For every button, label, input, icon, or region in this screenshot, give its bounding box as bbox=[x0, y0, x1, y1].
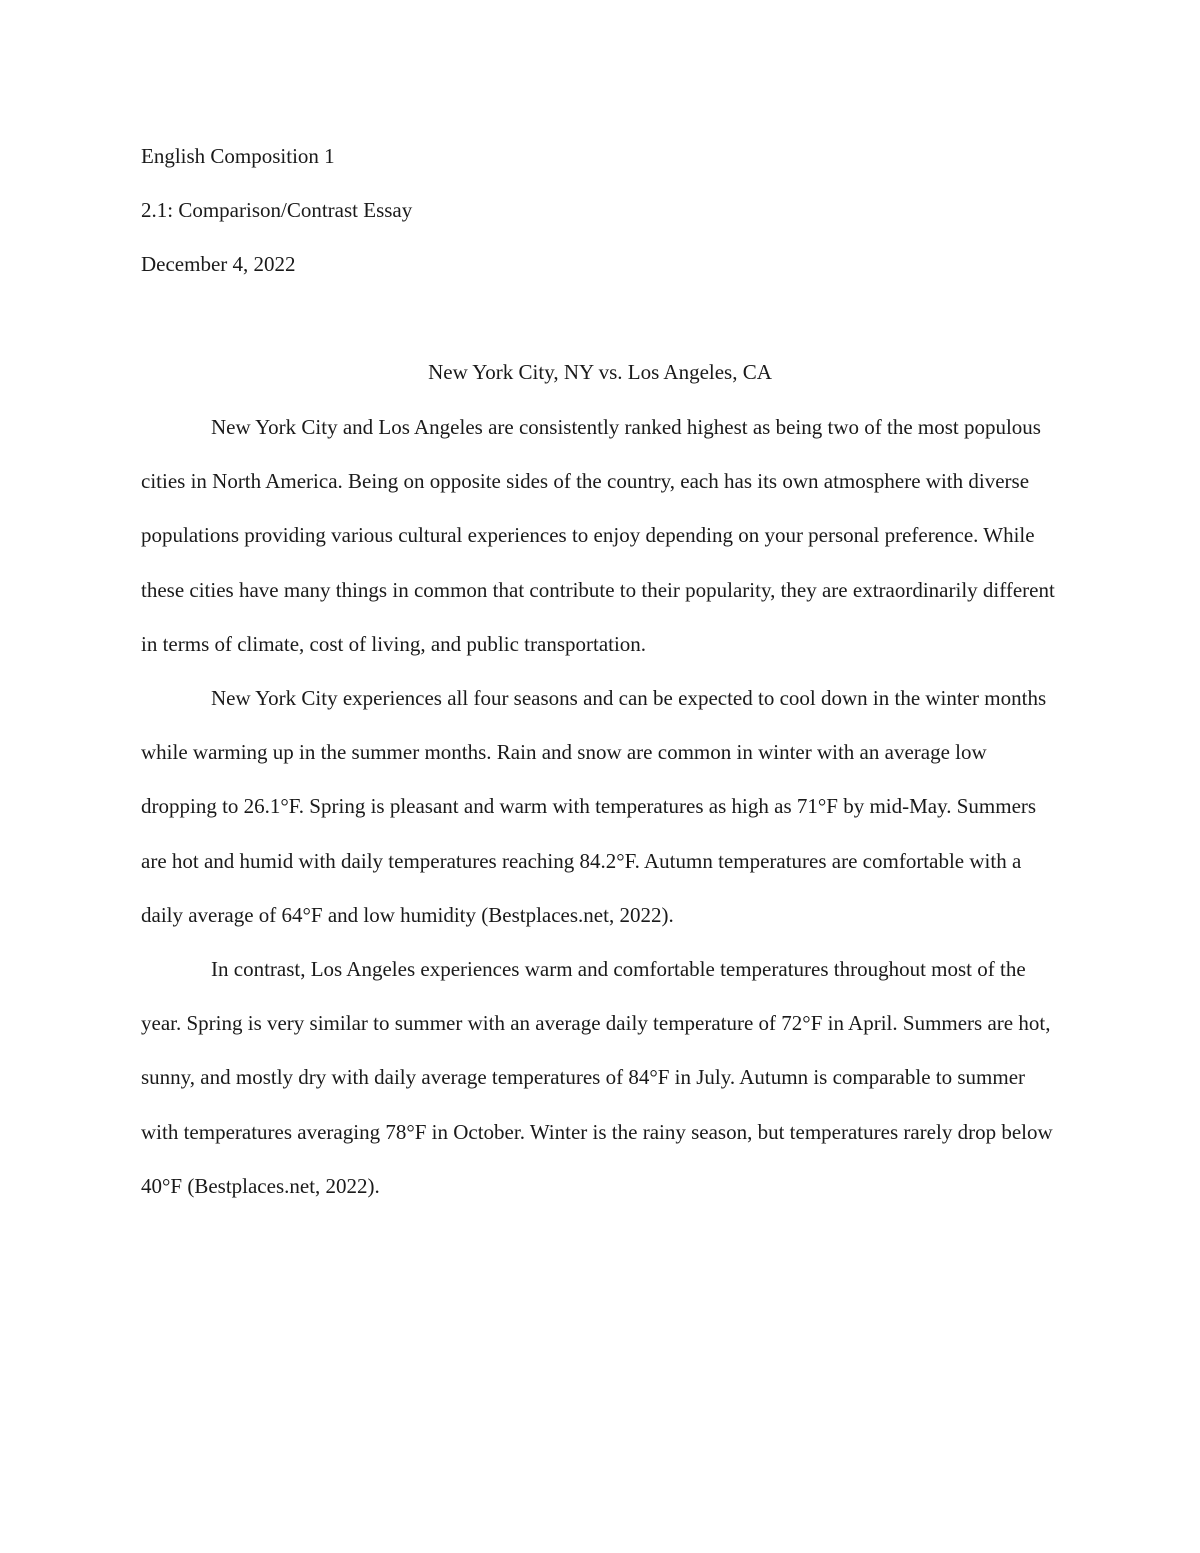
course-name: English Composition 1 bbox=[141, 144, 335, 168]
document-body bbox=[141, 140, 1059, 1213]
document-date: December 4, 2022 bbox=[141, 252, 296, 276]
paragraph: New York City and Los Angeles are consistently ranked highest as being two of the most populous cities in North America. Being on opposite sides of the country, each has its own atmosphere with diverse populations providing various cultural experiences to enjoy depending on your personal preference. While these cities have many things in common that contribute to their popularity, they are extraordinarily different in terms of climate, cost of living, and public transportation. bbox=[141, 415, 1055, 656]
assignment-name: 2.1: Comparison/Contrast Essay bbox=[141, 198, 413, 222]
paragraph: In contrast, Los Angeles experiences warm and comfortable temperatures throughout most of the year. Spring is very similar to summer with an average daily temperature of 72°F in April. Summers are hot, sunny, and mostly dry with daily average temperatures of 84°F in July. Autumn is comparable to summer with temperatures averaging 78°F in October. Winter is the rainy season, but temperatures rarely drop below 40°F (Bestplaces.net, 2022). bbox=[141, 957, 1053, 1198]
essay-title: New York City, NY vs. Los Angeles, CA bbox=[428, 360, 772, 384]
paragraph: New York City experiences all four seasons and can be expected to cool down in the winter months while warming up in the summer months. Rain and snow are common in winter with an average low dropping to 26.1°F. Spring is pleasant and warm with temperatures as high as 71°F by mid-May. Summers are hot and humid with daily temperatures reaching 84.2°F. Autumn temperatures are comfortable with a daily average of 64°F and low humidity (Bestplaces.net, 2022). bbox=[141, 686, 1047, 927]
